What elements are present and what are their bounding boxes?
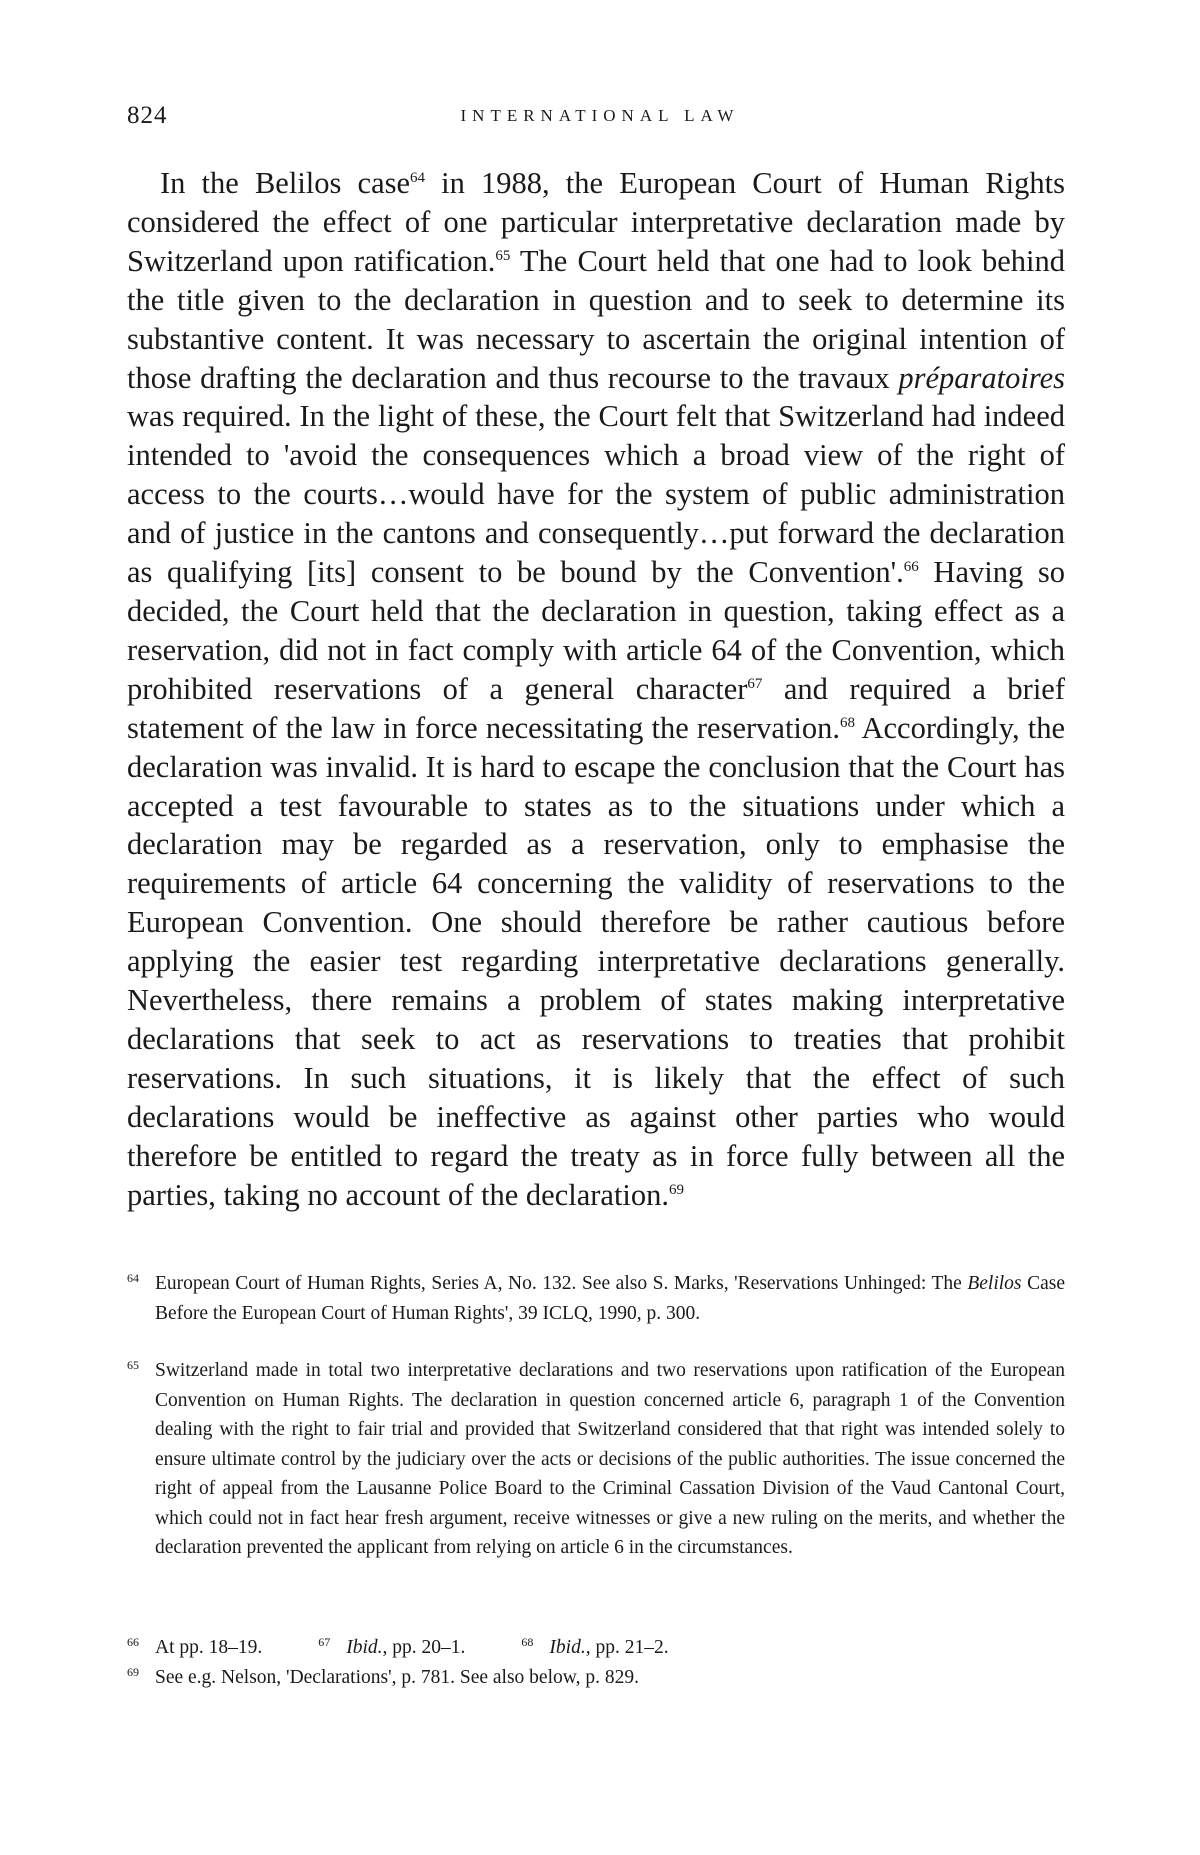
footnote-65: 65 Switzerland made in total two interpretative declarations and two reservations upon ratification of the European Convention on Human Rights. The declaration in question concerned article 6, paragraph 1 of the Convention dealing with the right to fair trial and provided that Switzerland considered that that right was intended solely to ensure ultimate control by the judiciary over the acts or decisions of the public authorities. The issue concerned the right of appeal from the Lausanne Police Board to the Criminal Cassation Division of the Vaud Cantonal Court, which could not in fact hear fresh argument, receive witnesses or give a new ruling on the merits, and whether the declaration prevented the applicant from relying on article 6 in the circumstances. (127, 1357, 1065, 1558)
footnote-68-text: , pp. 21–2. (585, 1637, 669, 1658)
footnote-64-text-a: European Court of Human Rights, Series A, No. 132. See also S. Marks, 'Reservations Unhinged: The (155, 1273, 968, 1294)
footnote-67-italic: Ibid. (346, 1637, 383, 1658)
footnote-64: 64 European Court of Human Rights, Series A, No. 132. See also S. Marks, 'Reservations Unhinged: The Belilos Case Before the European Court of Human Rights', 39 ICLQ, 1990, p. 300. (127, 1270, 1065, 1324)
running-title: INTERNATIONAL LAW (460, 106, 740, 125)
footnote-68-italic: Ibid. (549, 1637, 586, 1658)
footnote-ref-65[interactable]: 65 (495, 247, 511, 264)
body-text-6: and required a brief statement of the law in force necessitating the reservation. (127, 671, 1066, 745)
body-text-5: Having so decided, the Court held that the declaration in question, taking effect as a reservation, did not in fact comply with article 64 of the Convention, which prohibited reservations of a general character (127, 555, 1065, 706)
body-text-4: was required. In the light of these, the Court felt that Switzerland had indeed intended to 'avoid the consequences which a broad view of the right of access to the courts…would have for the system of public administration and of justice in the cantons and consequently…put forward the declaration as qualifying [its] consent to be bound by the Convention'. (127, 399, 1065, 590)
body-paragraph (127, 164, 1065, 1214)
footnote-ref-69[interactable]: 69 (669, 1181, 685, 1198)
footnote-64-italic: Belilos (967, 1273, 1022, 1294)
footnote-66-text: At pp. 18–19. (155, 1637, 263, 1658)
body-text-3: The Court held that one had to look behind the title given to the declaration in question and to seek to determine its substantive content. It was necessary to ascertain the original intention of those drafting the declaration and thus recourse to the travaux (127, 243, 1066, 395)
footnote-ref-64[interactable]: 64 (410, 169, 426, 186)
body-italic-preparatoires: préparatoires (898, 360, 1065, 395)
footnote-ref-67[interactable]: 67 (747, 675, 763, 692)
body-text-1: In the Belilos case (160, 166, 411, 200)
footnotes-66-68-row: 66 At pp. 18–19. 67 Ibid., pp. 20–1. 68 Ibid., pp. 21–2. (127, 1634, 669, 1658)
footnote-69: 69 See e.g. Nelson, 'Declarations', p. 781. See also below, p. 829. (127, 1664, 639, 1688)
footnote-67-text: , pp. 20–1. (382, 1637, 466, 1658)
body-text-2: in 1988, the European Court of Human Rights considered the effect of one particular interpretative declaration made by Switzerland upon ratification. (127, 166, 1065, 278)
footnote-ref-68[interactable]: 68 (840, 714, 856, 731)
footnote-ref-66[interactable]: 66 (903, 558, 919, 575)
page-number: 824 (127, 102, 168, 129)
footnote-69-text: See e.g. Nelson, 'Declarations', p. 781. See also below, p. 829. (155, 1667, 639, 1688)
footnote-65-text: Switzerland made in total two interpretative declarations and two reservations upon ratification of the European Convention on Human Rights. The declaration in question concerned article 6, paragraph 1 of the Convention dealing with the right to fair trial and provided that Switzerland considered that that right was intended solely to ensure ultimate control by the judiciary over the acts or decisions of the public authorities. The issue concerned the right of appeal from the Lausanne Police Board to the Criminal Cassation Division of the Vaud Cantonal Court, which could not in fact hear fresh argument, receive witnesses or give a new ruling on the merits, and whether the declaration prevented the applicant from relying on article 6 in the circumstances. (155, 1360, 1065, 1558)
body-text-7: Accordingly, the declaration was invalid. It is hard to escape the conclusion that the Court has accepted a test favourable to states as to the situations under which a declaration may be regarded as a reservation, only to emphasise the requirements of article 64 concerning the validity of reservations to the European Convention. One should therefore be rather cautious before applying the easier test regarding interpretative declarations generally. Nevertheless, there remains a problem of states making interpretative declarations that seek to act as reservations to treaties that prohibit reservations. In such situations, it is likely that the effect of such declarations would be ineffective as against other parties who would therefore be entitled to regard the treaty as in force fully between all the parties, taking no account of the declaration. (127, 710, 1065, 1212)
footnote-64-text-b: Case Before the European Court of Human Rights', 39 ICLQ, 1990, p. 300. (155, 1273, 1065, 1324)
